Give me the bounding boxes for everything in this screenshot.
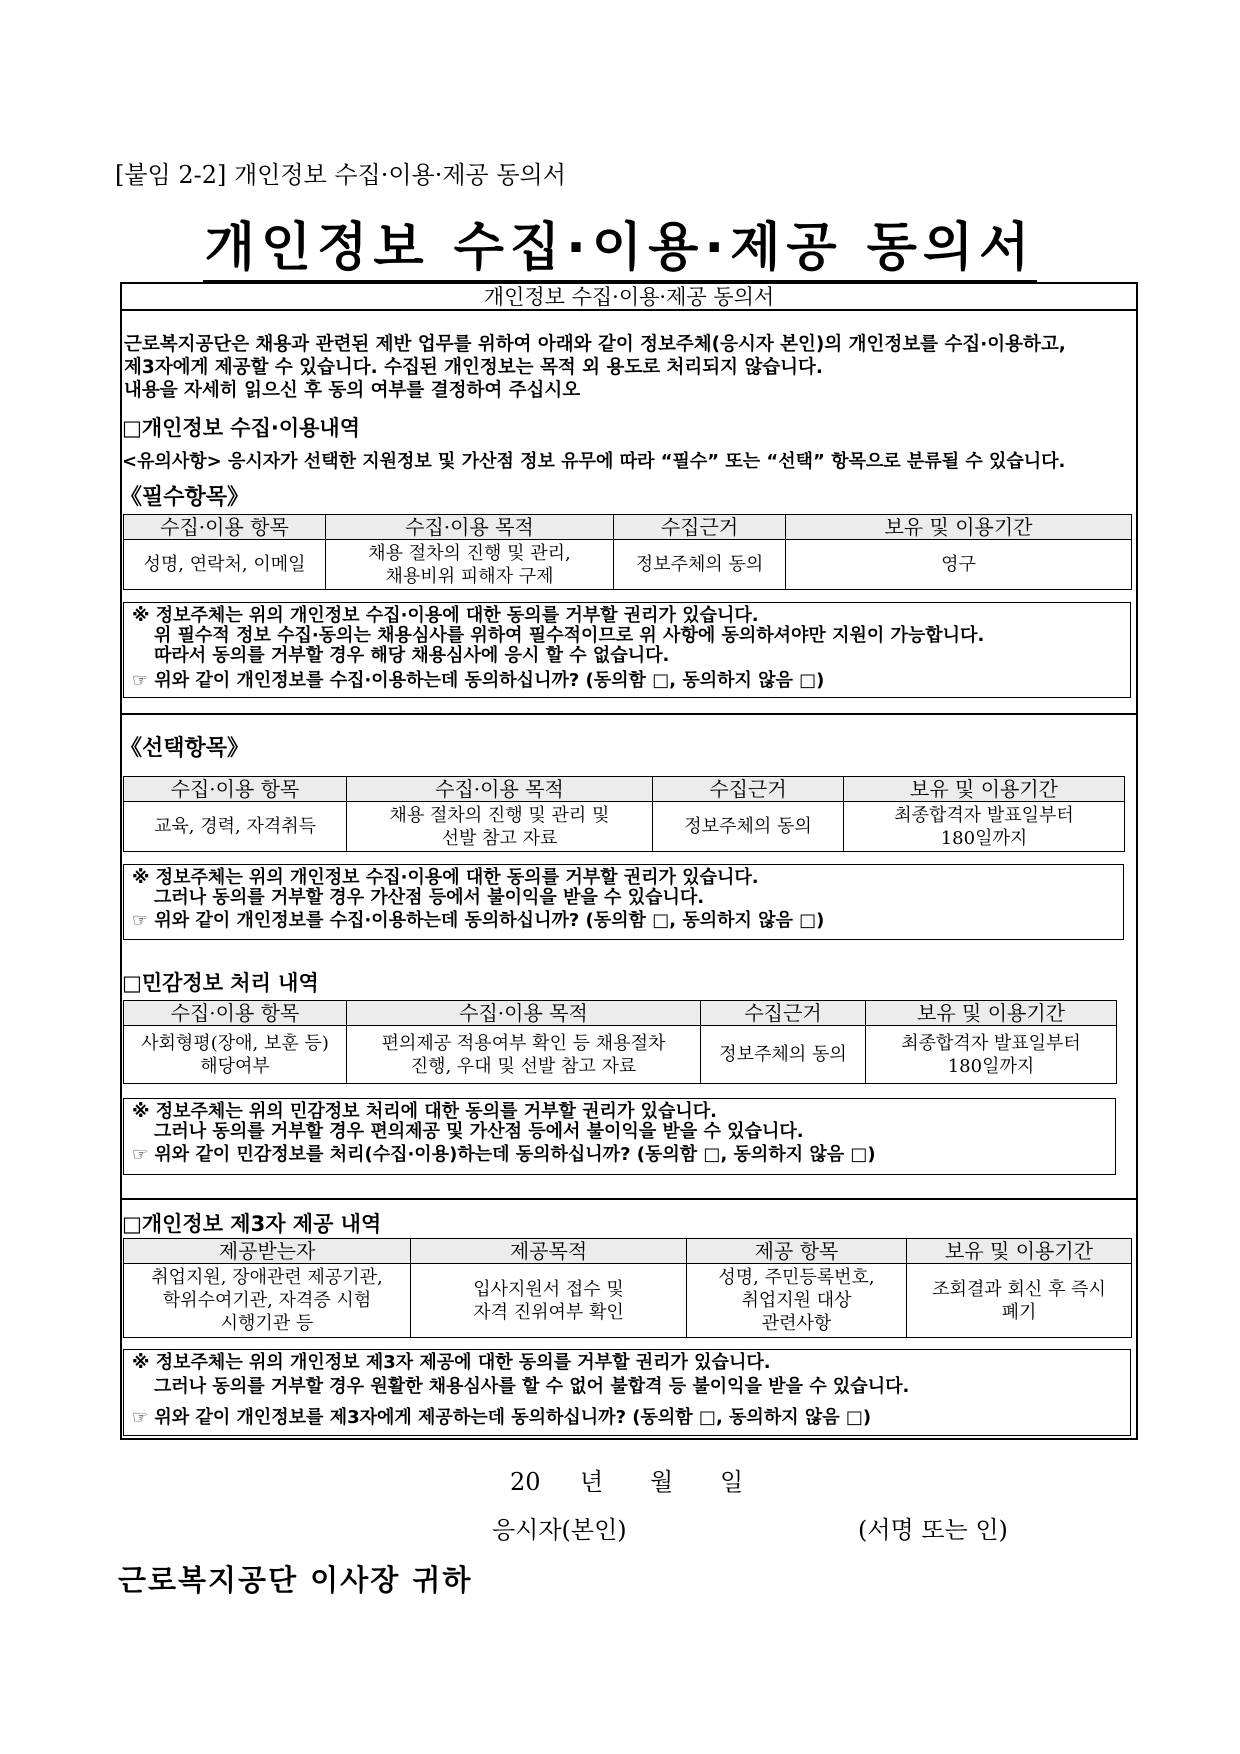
attachment-label: [붙임 2-2] 개인정보 수집·이용·제공 동의서 xyxy=(115,161,566,189)
optional-label: 《선택항목》 xyxy=(120,736,250,761)
table-header-cell: 제공받는자 xyxy=(124,1239,411,1264)
table-header-cell: 보유 및 이용기간 xyxy=(907,1239,1132,1264)
table-cell: 최종합격자 발표일부터 180일까지 xyxy=(844,802,1125,852)
section-divider xyxy=(122,1198,1136,1200)
intro-line-1: 근로복지공단은 채용과 관련된 제반 업무를 위하여 아래와 같이 정보주체(응시자 본인)의 개인정보를 수집·이용하고, xyxy=(124,334,1066,355)
date-month-label: 월 xyxy=(650,1468,674,1496)
table-header-cell: 제공 항목 xyxy=(687,1239,907,1264)
required-items-table xyxy=(123,514,1132,590)
notice-line: ※ 정보주체는 위의 개인정보 수집·이용에 대한 동의를 거부할 권리가 있습니다. xyxy=(132,867,759,888)
table-header-cell: 수집근거 xyxy=(701,1001,866,1026)
table-cell: 정보주체의 동의 xyxy=(701,1026,866,1084)
third-party-heading: □개인정보 제3자 제공 내역 xyxy=(122,1212,382,1236)
intro-line-3: 내용을 자세히 읽으신 후 동의 여부를 결정하여 주십시오 xyxy=(124,380,581,401)
table-header-cell: 수집·이용 항목 xyxy=(124,1001,347,1026)
date-day-label: 일 xyxy=(720,1468,744,1496)
signer-label: 응시자(본인) xyxy=(492,1516,627,1544)
table-row xyxy=(124,540,1132,590)
table-cell: 취업지원, 장애관련 제공기관, 학위수여기관, 자격증 시험 시행기관 등 xyxy=(124,1264,411,1338)
notice-line: 그러나 동의를 거부할 경우 가산점 등에서 불이익을 받을 수 있습니다. xyxy=(154,887,705,908)
notice-line: 그러나 동의를 거부할 경우 원활한 채용심사를 할 수 없어 불합격 등 불이익을 받을 수 있습니다. xyxy=(154,1376,910,1397)
table-header-cell: 수집·이용 항목 xyxy=(124,777,347,802)
table-row xyxy=(124,1026,1117,1084)
page-title-wrapper xyxy=(0,205,1240,280)
table-header-cell: 수집근거 xyxy=(653,777,844,802)
table-cell: 채용 절차의 진행 및 관리, 채용비위 피해자 구제 xyxy=(326,540,614,590)
table-cell: 영구 xyxy=(786,540,1132,590)
table-cell: 성명, 연락처, 이메일 xyxy=(124,540,326,590)
form-box-title: 개인정보 수집·이용·제공 동의서 xyxy=(122,284,1136,311)
notice-line: ※ 정보주체는 위의 민감정보 처리에 대한 동의를 거부할 권리가 있습니다. xyxy=(132,1101,717,1122)
addressee: 근로복지공단 이사장 귀하 xyxy=(118,1563,473,1597)
page-title: 개인정보 수집·이용·제공 동의서 xyxy=(203,218,1038,282)
table-header-cell: 수집·이용 목적 xyxy=(347,1001,701,1026)
required-label: 《필수항목》 xyxy=(120,485,250,510)
table-header-cell: 수집·이용 항목 xyxy=(124,515,326,540)
date-year-prefix: 20 xyxy=(510,1468,541,1496)
optional-consent-notice xyxy=(123,864,1124,940)
table-cell: 입사지원서 접수 및 자격 진위여부 확인 xyxy=(411,1264,687,1338)
consent-question[interactable]: ☞ 위와 같이 개인정보를 수집·이용하는데 동의하십니까? (동의함 □, 동의하지 않음 □) xyxy=(132,910,825,931)
table-row xyxy=(124,802,1125,852)
collection-notice: <유의사항> 응시자가 선택한 지원정보 및 가산점 정보 유무에 따라 “필수” 또는 “선택” 항목으로 분류될 수 있습니다. xyxy=(122,451,1066,472)
section-divider xyxy=(122,713,1136,715)
table-cell: 편의제공 적용여부 확인 등 채용절차 진행, 우대 및 선발 참고 자료 xyxy=(347,1026,701,1084)
table-header-cell: 보유 및 이용기간 xyxy=(786,515,1132,540)
date-line xyxy=(510,1462,743,1497)
table-cell: 교육, 경력, 자격취득 xyxy=(124,802,347,852)
third-party-consent-notice xyxy=(123,1349,1131,1436)
sensitive-heading: □민감정보 처리 내역 xyxy=(122,971,319,995)
table-cell: 정보주체의 동의 xyxy=(614,540,786,590)
table-header-cell: 보유 및 이용기간 xyxy=(844,777,1125,802)
table-header-cell: 수집·이용 목적 xyxy=(347,777,653,802)
consent-question[interactable]: ☞ 위와 같이 민감정보를 처리(수집·이용)하는데 동의하십니까? (동의함 □, 동의하지 않음 □) xyxy=(132,1144,876,1165)
table-header-cell: 수집근거 xyxy=(614,515,786,540)
table-row xyxy=(124,1264,1132,1338)
table-header-cell: 제공목적 xyxy=(411,1239,687,1264)
optional-items-table xyxy=(123,776,1125,852)
sensitive-consent-notice xyxy=(123,1098,1116,1175)
sensitive-info-table xyxy=(123,1000,1117,1084)
required-consent-notice xyxy=(123,602,1131,698)
notice-line: 그러나 동의를 거부할 경우 편의제공 및 가산점 등에서 불이익을 받을 수 있습니다. xyxy=(154,1121,804,1142)
table-header-cell: 수집·이용 목적 xyxy=(326,515,614,540)
third-party-table xyxy=(123,1238,1132,1338)
table-cell: 성명, 주민등록번호, 취업지원 대상 관련사항 xyxy=(687,1264,907,1338)
consent-question[interactable]: ☞ 위와 같이 개인정보를 제3자에게 제공하는데 동의하십니까? (동의함 □, 동의하지 않음 □) xyxy=(132,1407,872,1428)
notice-line: 위 필수적 정보 수집·동의는 채용심사를 위하여 필수적이므로 위 사항에 동의하셔야만 지원이 가능합니다. xyxy=(154,625,985,646)
signature-hint: (서명 또는 인) xyxy=(858,1516,1008,1544)
table-cell: 정보주체의 동의 xyxy=(653,802,844,852)
date-year-label: 년 xyxy=(580,1468,604,1496)
table-cell: 채용 절차의 진행 및 관리 및 선발 참고 자료 xyxy=(347,802,653,852)
table-cell: 최종합격자 발표일부터 180일까지 xyxy=(866,1026,1117,1084)
notice-line: ※ 정보주체는 위의 개인정보 수집·이용에 대한 동의를 거부할 권리가 있습니다. xyxy=(132,605,759,626)
table-header-cell: 보유 및 이용기간 xyxy=(866,1001,1117,1026)
table-cell: 사회형평(장애, 보훈 등) 해당여부 xyxy=(124,1026,347,1084)
notice-line: 따라서 동의를 거부할 경우 해당 채용심사에 응시 할 수 없습니다. xyxy=(154,645,670,666)
consent-question[interactable]: ☞ 위와 같이 개인정보를 수집·이용하는데 동의하십니까? (동의함 □, 동의하지 않음 □) xyxy=(132,670,825,691)
collection-heading: □개인정보 수집·이용내역 xyxy=(122,416,360,440)
notice-line: ※ 정보주체는 위의 개인정보 제3자 제공에 대한 동의를 거부할 권리가 있습니다. xyxy=(132,1352,771,1373)
intro-line-2: 제3자에게 제공할 수 있습니다. 수집된 개인정보는 목적 외 용도로 처리되지 않습니다. xyxy=(124,357,823,378)
table-cell: 조회결과 회신 후 즉시 폐기 xyxy=(907,1264,1132,1338)
